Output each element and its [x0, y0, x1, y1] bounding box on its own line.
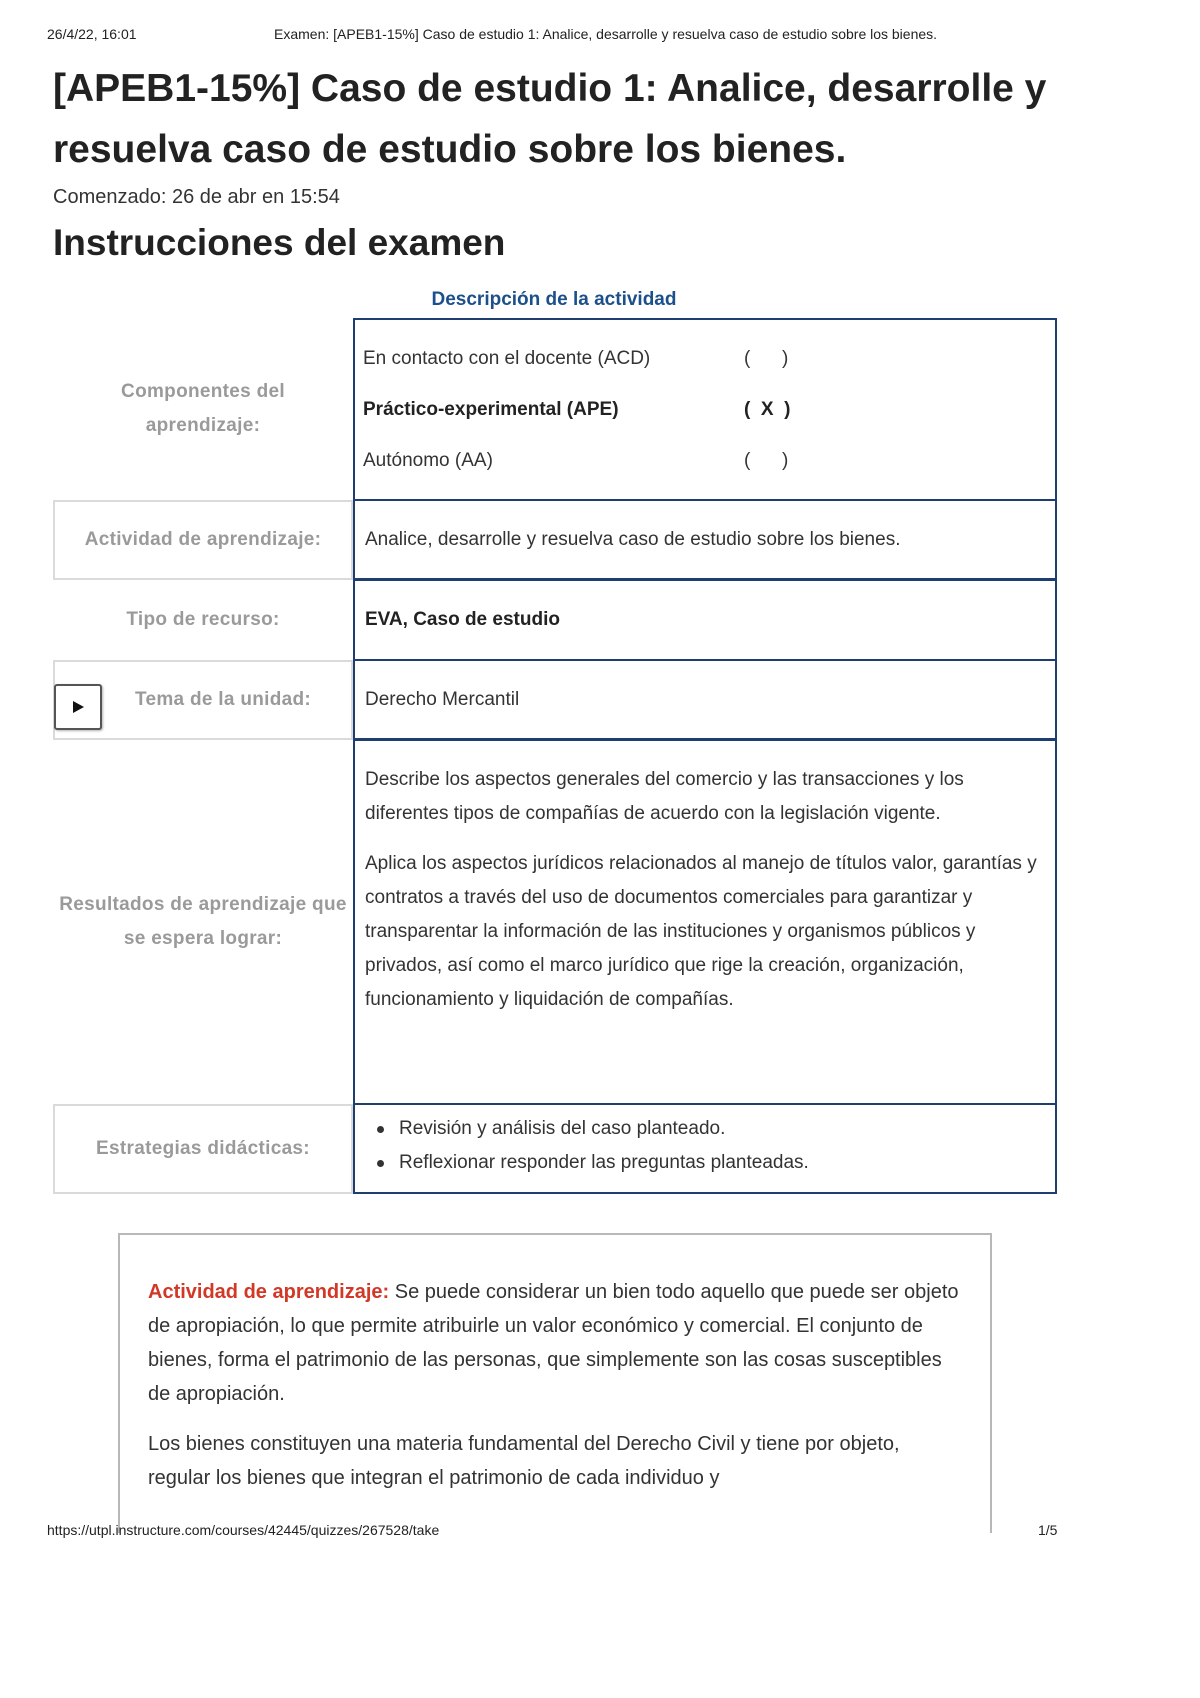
table-caption: Descripción de la actividad: [431, 289, 677, 310]
resource-label: Tipo de recurso:: [126, 609, 280, 630]
results-cell: [353, 739, 1057, 1105]
unit-value: Derecho Mercantil: [353, 659, 1057, 740]
print-header: [0, 26, 1100, 46]
activity-paragraph-1-text: Se puede considerar un bien todo aquello que puede ser objeto de apropiación, lo que permite atribuirle un valor económico y comercial. El conjunto de bienes, forma el patrimonio de las personas, que simplemente son las cosas susceptibles de apropiación.: [148, 1281, 959, 1405]
instructions-heading: Instrucciones del examen: [53, 222, 506, 263]
component-row-aa: [363, 444, 963, 495]
strategies-list: [365, 1112, 809, 1180]
component-name: Autónomo (AA): [363, 450, 493, 471]
strategies-cell: [353, 1103, 1057, 1194]
results-label: Resultados de aprendizaje que se espera lograr:: [59, 894, 347, 949]
component-mark: ( X ): [744, 399, 791, 420]
print-document-title: Examen: [APEB1-15%] Caso de estudio 1: Analice, desarrolle y resuelva caso de estudio sobre los bienes.: [274, 26, 938, 42]
components-label: Componentes del aprendizaje:: [121, 381, 285, 436]
component-mark: ( ): [744, 348, 789, 369]
activity-description-box: [118, 1233, 992, 1533]
play-button[interactable]: [54, 684, 102, 730]
activity-lead-label: Actividad de aprendizaje:: [148, 1281, 390, 1303]
print-date: 26/4/22, 16:01: [47, 26, 137, 42]
result-paragraph: Describe los aspectos generales del comercio y las transacciones y los diferentes tipos de compañías de acuerdo con la legislación vigente.: [365, 769, 964, 824]
activity-paragraph-2: Los bienes constituyen una materia fundamental del Derecho Civil y tiene por objeto, regular los bienes que integran el patrimonio de cada individuo y: [148, 1433, 900, 1489]
page-url: https://utpl.instructure.com/courses/42445/quizzes/267528/take: [47, 1522, 440, 1538]
activity-label: Actividad de aprendizaje:: [53, 500, 353, 580]
list-item: Reflexionar responder las preguntas planteadas.: [365, 1146, 809, 1180]
activity-value: Analice, desarrolle y resuelva caso de estudio sobre los bienes.: [353, 499, 1057, 580]
quiz-title: [APEB1-15%] Caso de estudio 1: Analice, desarrolle y resuelva caso de estudio sobre los bienes.: [53, 67, 1047, 171]
strategies-label: Estrategias didácticas:: [53, 1104, 353, 1194]
activity-paragraph-1: [148, 1275, 962, 1411]
component-mark: ( ): [744, 450, 789, 471]
list-item: Revisión y análisis del caso planteado.: [365, 1112, 809, 1146]
component-name: En contacto con el docente (ACD): [363, 348, 651, 369]
print-footer: [0, 1522, 1100, 1542]
result-paragraph: Aplica los aspectos jurídicos relacionados al manejo de títulos valor, garantías y contratos a través del uso de documentos comerciales para garantizar y transparentar la información de las instituciones y organismos públicos y privados, así como el marco jurídico que rige la creación, organización, funcionamiento y liquidación de compañías.: [365, 853, 1037, 1010]
component-name: Práctico-experimental (APE): [363, 399, 619, 420]
play-icon: [71, 700, 85, 714]
components-list: [363, 342, 963, 495]
page-number: 1/5: [1038, 1522, 1058, 1538]
component-row-ape: [363, 393, 963, 444]
component-row-acd: [363, 342, 963, 393]
quiz-started-time: Comenzado: 26 de abr en 15:54: [53, 186, 340, 208]
unit-label: Tema de la unidad:: [53, 660, 353, 740]
resource-value: EVA, Caso de estudio: [353, 579, 1057, 661]
